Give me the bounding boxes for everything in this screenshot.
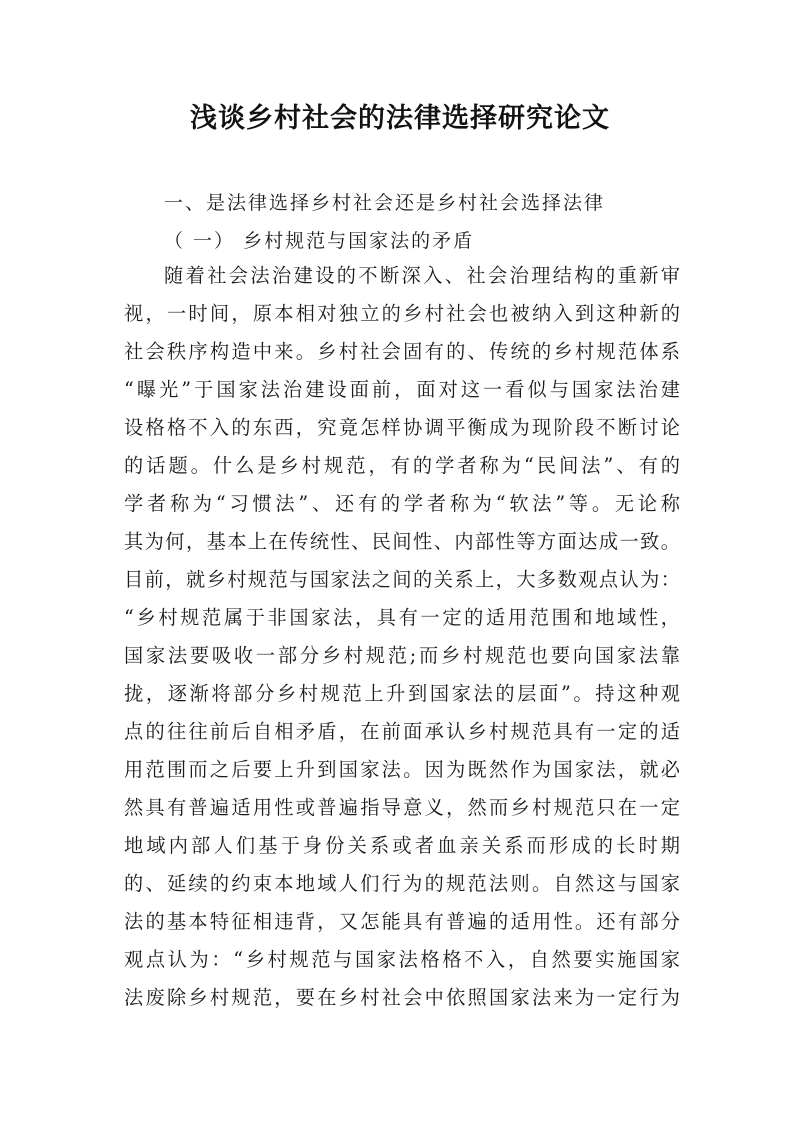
paragraph-line: 拢，逐渐将部分乡村规范上升到国家法的层面”。持这种观 — [124, 682, 680, 705]
paragraph-line: 点的往往前后自相矛盾，在前面承认乡村规范具有一定的适 — [124, 720, 680, 743]
paragraph-line: 然具有普遍适用性或普遍指导意义，然而乡村规范只在一定 — [124, 796, 680, 819]
paragraph-line: “曝光”于国家法治建设面前，面对这一看似与国家法治建 — [124, 378, 680, 401]
paragraph-line: 法废除乡村规范，要在乡村社会中依照国家法来为一定行为 — [124, 986, 680, 1009]
paragraph-line: 社会秩序构造中来。乡村社会固有的、传统的乡村规范体系 — [124, 340, 680, 363]
paragraph-line: 视，一时间，原本相对独立的乡村社会也被纳入到这种新的 — [124, 302, 680, 325]
paragraph-line: 其为何，基本上在传统性、民间性、内部性等方面达成一致。 — [124, 530, 680, 553]
paragraph-line: 法的基本特征相违背，又怎能具有普遍的适用性。还有部分 — [124, 910, 680, 933]
subsection-heading: （ 一） 乡村规范与国家法的矛盾 — [164, 230, 475, 252]
paragraph-line: 设格格不入的东西，究竟怎样协调平衡成为现阶段不断讨论 — [124, 416, 680, 439]
paragraph-line: “乡村规范属于非国家法，具有一定的适用范围和地域性， — [124, 606, 680, 629]
paragraph-line: 的话题。什么是乡村规范，有的学者称为“民间法”、有的 — [124, 454, 680, 477]
paragraph-line: 随着社会法治建设的不断深入、社会治理结构的重新审 — [164, 264, 680, 287]
paragraph-line: 观点认为：“乡村规范与国家法格格不入，自然要实施国家 — [124, 948, 680, 971]
document-title: 浅谈乡村社会的法律选择研究论文 — [190, 103, 610, 134]
paragraph-line: 的、延续的约束本地域人们行为的规范法则。自然这与国家 — [124, 872, 680, 895]
paragraph-line: 地域内部人们基于身份关系或者血亲关系而形成的长时期 — [124, 834, 680, 857]
paragraph-line: 用范围而之后要上升到国家法。因为既然作为国家法，就必 — [124, 758, 680, 781]
paragraph-line: 国家法要吸收一部分乡村规范;而乡村规范也要向国家法靠 — [124, 644, 680, 667]
section-heading: 一、是法律选择乡村社会还是乡村社会选择法律 — [164, 192, 606, 214]
paragraph-line: 目前，就乡村规范与国家法之间的关系上，大多数观点认为： — [124, 568, 680, 591]
paragraph-line: 学者称为“习惯法”、还有的学者称为“软法”等。无论称 — [124, 492, 680, 515]
